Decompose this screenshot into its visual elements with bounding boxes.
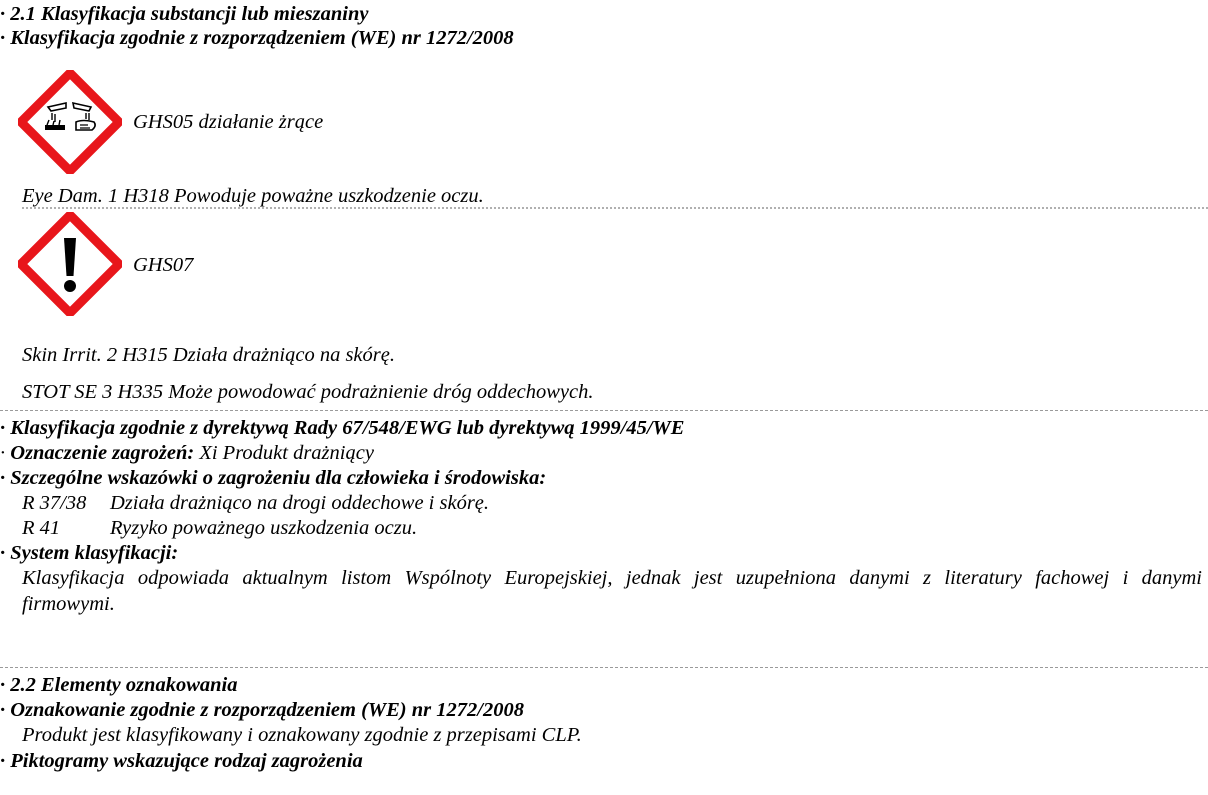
heading-text: Szczególne wskazówki o zagrożeniu dla człowieka i środowiska: bbox=[10, 467, 547, 489]
clp-classification-heading bbox=[0, 26, 514, 50]
hazard-statement-h315: Skin Irrit. 2 H315 Działa drażniąco na skórę. bbox=[22, 344, 395, 366]
special-warnings-heading bbox=[0, 466, 546, 490]
classification-system-heading bbox=[0, 541, 178, 565]
r-phrase-code: R 41 bbox=[22, 517, 61, 539]
dsd-classification-heading bbox=[0, 416, 684, 440]
section-title-text: 2.1 Klasyfikacja substancji lub mieszaniny bbox=[10, 3, 369, 25]
hazard-statement-h335: STOT SE 3 H335 Może powodować podrażnienie dróg oddechowych. bbox=[22, 381, 594, 403]
section-2-2-title bbox=[0, 673, 237, 697]
bullet: · bbox=[0, 674, 6, 696]
bullet: · bbox=[0, 542, 6, 564]
ghs07-exclamation-icon bbox=[18, 212, 122, 316]
dotted-divider bbox=[22, 207, 1208, 209]
ghs05-corrosion-icon bbox=[18, 70, 122, 174]
bullet: · bbox=[0, 27, 6, 49]
heading-text: Klasyfikacja zgodnie z dyrektywą Rady 67/548/EWG lub dyrektywą 1999/45/WE bbox=[10, 417, 685, 439]
ghs05-label: GHS05 działanie żrące bbox=[133, 111, 324, 133]
dashed-divider bbox=[0, 410, 1208, 411]
section-2-1-title bbox=[0, 2, 368, 26]
heading-text: Piktogramy wskazujące rodzaj zagrożenia bbox=[10, 750, 363, 772]
bullet: · bbox=[0, 467, 6, 489]
heading-text: Oznakowanie zgodnie z rozporządzeniem (WE) nr 1272/2008 bbox=[10, 699, 524, 721]
pictograms-heading bbox=[0, 749, 363, 773]
r-phrase-row bbox=[22, 491, 489, 515]
r-phrase-row bbox=[22, 516, 417, 540]
hazard-designation-label: Oznaczenie zagrożeń: bbox=[10, 442, 195, 464]
heading-text: Klasyfikacja zgodnie z rozporządzeniem (WE) nr 1272/2008 bbox=[10, 27, 514, 49]
bullet: · bbox=[0, 442, 6, 464]
bullet: · bbox=[0, 417, 6, 439]
classification-system-text: Klasyfikacja odpowiada aktualnym listom Wspólnoty Europejskiej, jednak jest uzupełniona danymi z literatury fachowej i danymi firmowymi. bbox=[22, 567, 1202, 615]
hazard-statement-h318: Eye Dam. 1 H318 Powoduje poważne uszkodzenie oczu. bbox=[22, 185, 484, 207]
r-phrase-text: Działa drażniąco na drogi oddechowe i skórę. bbox=[110, 492, 490, 514]
heading-text: System klasyfikacji: bbox=[10, 542, 179, 564]
dashed-divider bbox=[0, 667, 1208, 668]
bullet: · bbox=[0, 699, 6, 721]
hazard-designation bbox=[0, 441, 374, 465]
bullet: · bbox=[0, 750, 6, 772]
clp-labelling-text: Produkt jest klasyfikowany i oznakowany zgodnie z przepisami CLP. bbox=[22, 724, 582, 746]
section-title-text: 2.2 Elementy oznakowania bbox=[10, 674, 238, 696]
r-phrase-text: Ryzyko poważnego uszkodzenia oczu. bbox=[110, 517, 418, 539]
bullet: · bbox=[0, 3, 6, 25]
ghs07-label: GHS07 bbox=[133, 254, 194, 276]
hazard-designation-value: Xi Produkt drażniący bbox=[194, 442, 374, 464]
r-phrase-code: R 37/38 bbox=[22, 492, 87, 514]
clp-labelling-heading bbox=[0, 698, 524, 722]
